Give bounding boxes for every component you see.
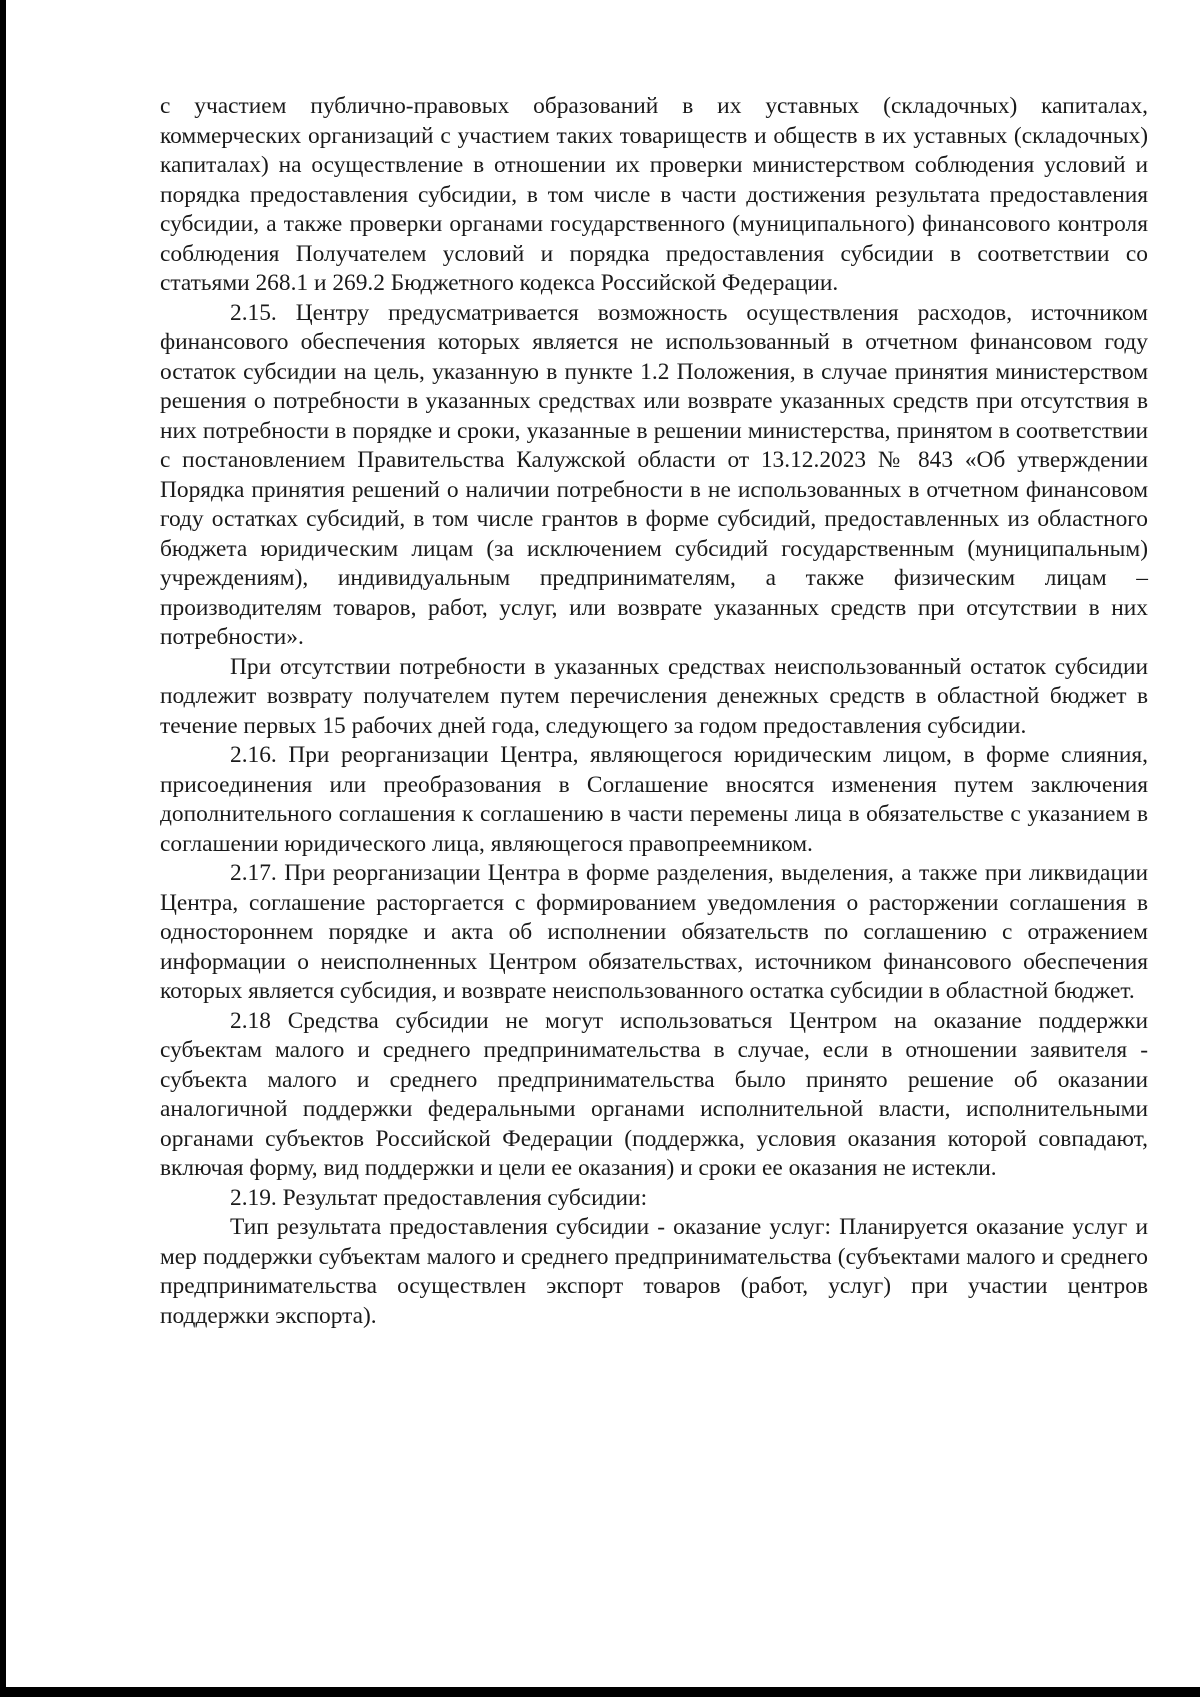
paragraph-2-15: 2.15. Центру предусматривается возможность осуществления расходов, источником финансового обеспечения которых является не использованный в отчетном финансовом году остаток субсидии на цель, указанную в пункте 1.2 Положения, в случае принятия министерством решения о потребности в указанных средствах или возврате указанных средств при отсутствия в них потребности в порядке и сроки, указанные в решении министерства, принятом в соответствии с постановлением Правительства Калужской области от 13.12.2023 № 843 «Об утверждении Порядка принятия решений о наличии потребности в не использованных в отчетном финансовом году остатках субсидий, в том числе грантов в форме субсидий, предоставленных из областного бюджета юридическим лицам (за исключением субсидий государственным (муниципальным) учреждениям), индивидуальным предпринимателям, а также физическим лицам – производителям товаров, работ, услуг, или возврате указанных средств при отсутствии в них потребности». <box>160 299 1148 650</box>
scan-border-bottom <box>0 1687 1200 1697</box>
paragraph-continuation: с участием публично-правовых образований в их уставных (складочных) капиталах, коммерческих организаций с участием таких товариществ и обществ в их уставных (складочных) капиталах) на осуществление в отношении их проверки министерством соблюдения условий и порядка предоставления субсидии, в том числе в части достижения результата предоставления субсидии, а также проверки органами государственного (муниципального) финансового контроля соблюдения Получателем условий и порядка предоставления субсидии в соответствии со статьями 268.1 и 269.2 Бюджетного кодекса Российской Федерации. <box>160 93 1148 296</box>
document-body <box>160 92 1148 1331</box>
paragraph-2-18: 2.18 Средства субсидии не могут использоваться Центром на оказание поддержки субъектам малого и среднего предпринимательства в случае, если в отношении заявителя - субъекта малого и среднего предпринимательства было принято решение об оказании аналогичной поддержки федеральными органами исполнительной власти, исполнительными органами субъектов Российской Федерации (поддержка, условия оказания которой совпадают, включая форму, вид поддержки и цели ее оказания) и сроки ее оказания не истекли. <box>160 1007 1148 1181</box>
paragraph-result-type: Тип результата предоставления субсидии - оказание услуг: Планируется оказание услуг и мер поддержки субъектам малого и среднего предпринимательства (субъектами малого и среднего предпринимательства осуществлен экспорт товаров (работ, услуг) при участии центров поддержки экспорта). <box>160 1214 1148 1329</box>
scan-border-left <box>0 0 6 1697</box>
paragraph-2-19: 2.19. Результат предоставления субсидии: <box>230 1184 648 1211</box>
paragraph-2-17: 2.17. При реорганизации Центра в форме разделения, выделения, а также при ликвидации Центра, соглашение расторгается с формированием уведомления о расторжении соглашения в одностороннем порядке и акта об исполнении обязательств по соглашению с отражением информации о неисполненных Центром обязательствах, источником финансового обеспечения которых является субсидия, и возврате неиспользованного остатка субсидии в областной бюджет. <box>160 860 1148 1004</box>
paragraph-unused-remainder: При отсутствии потребности в указанных средствах неиспользованный остаток субсидии подлежит возврату получателем путем перечисления денежных средств в областной бюджет в течение первых 15 рабочих дней года, следующего за годом предоставления субсидии. <box>160 653 1148 739</box>
paragraph-2-16: 2.16. При реорганизации Центра, являющегося юридическим лицом, в форме слияния, присоединения или преобразования в Соглашение вносятся изменения путем заключения дополнительного соглашения к соглашению в части перемены лица в обязательстве с указанием в соглашении юридического лица, являющегося правопреемником. <box>160 742 1148 857</box>
